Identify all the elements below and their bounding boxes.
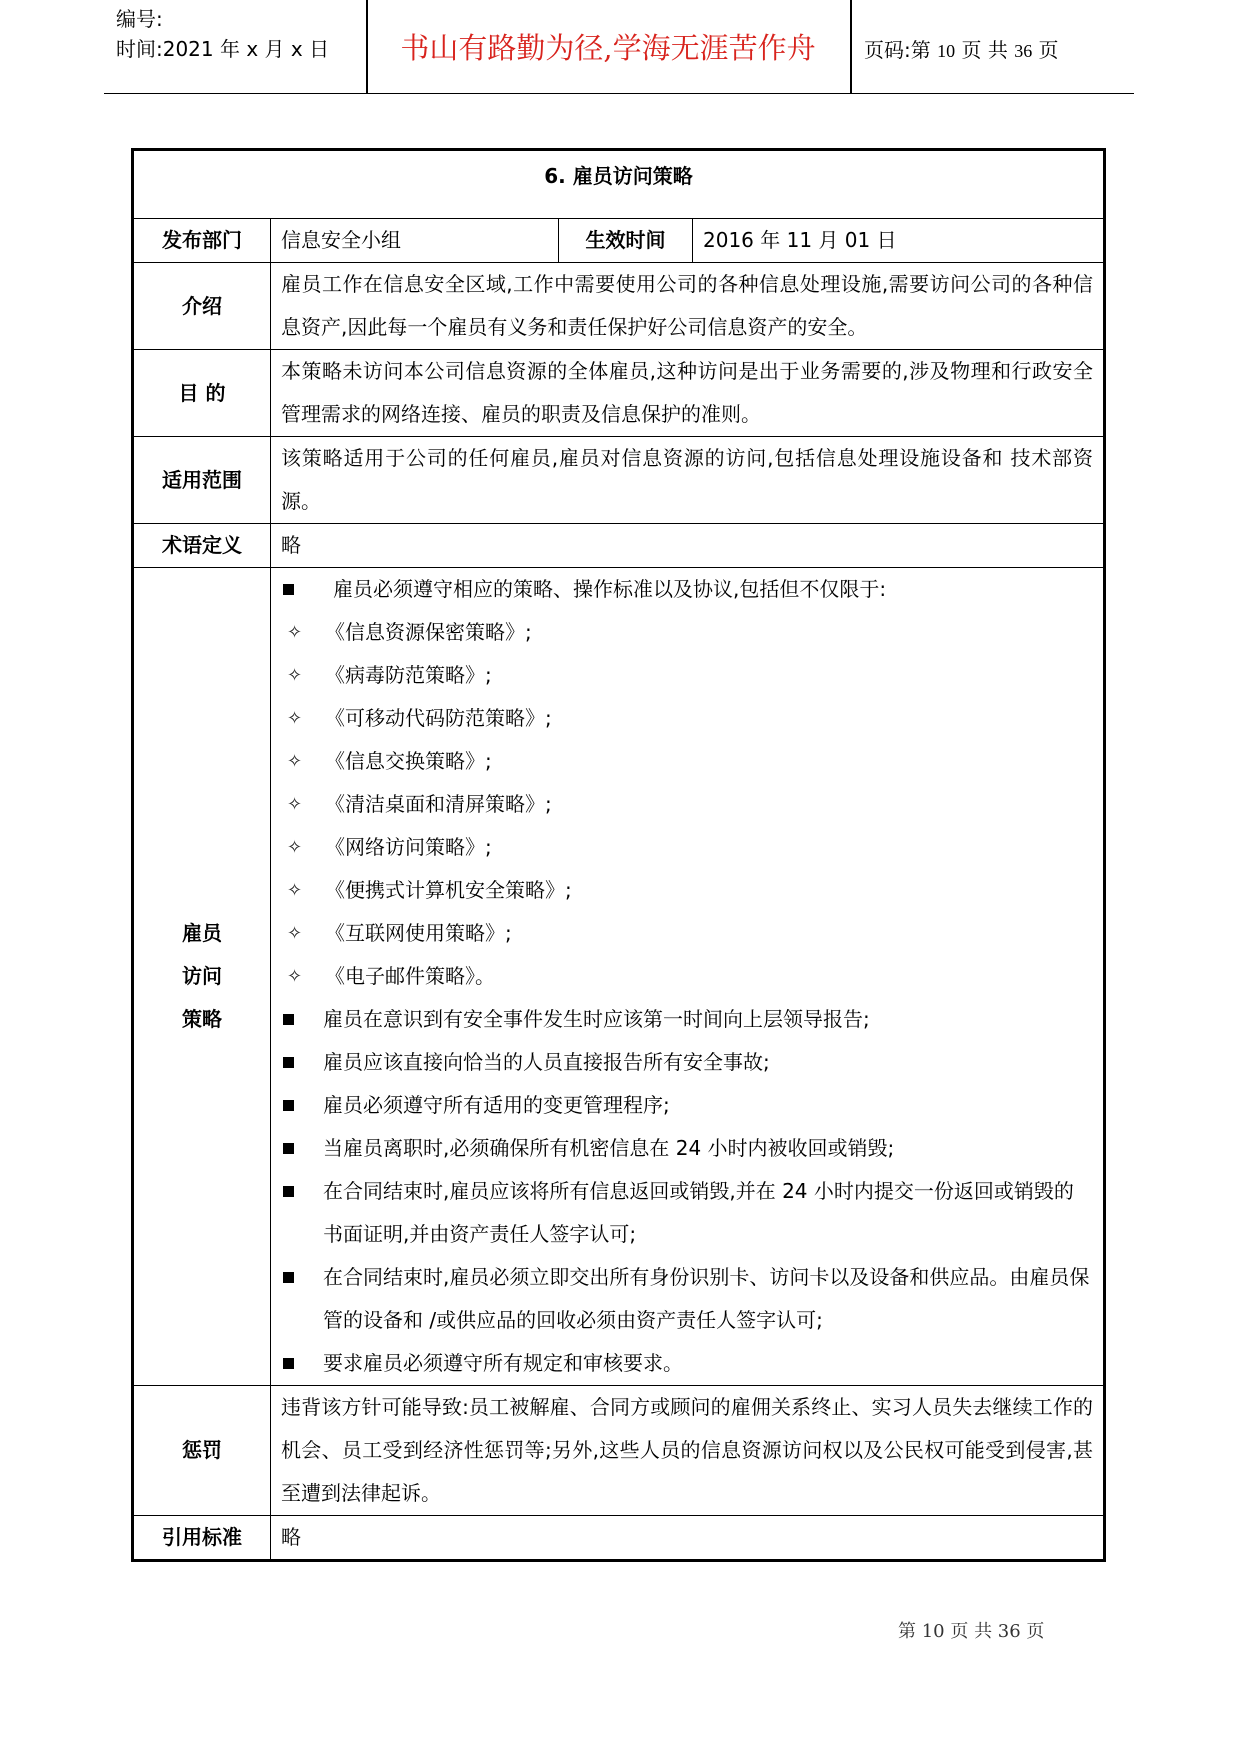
policy-doc: 《电子邮件策略》。 <box>325 964 495 988</box>
scope-label: 适用范围 <box>133 437 271 524</box>
scope-row <box>133 437 1105 524</box>
list-item <box>281 783 1093 826</box>
policy-label-line: 雇员 <box>182 921 222 945</box>
policy-label-line: 访问 <box>182 964 222 988</box>
four-pointed-star-icon: ✧ <box>287 794 303 815</box>
list-item <box>281 654 1093 697</box>
black-square-icon <box>283 1014 294 1025</box>
policy-item: 要求雇员必须遵守所有规定和审核要求。 <box>323 1351 683 1375</box>
black-square-icon <box>283 1100 294 1111</box>
intro-row <box>133 263 1105 350</box>
header-motto: 书山有路勤为径,学海无涯苦作舟 <box>400 31 816 65</box>
list-item <box>281 826 1093 869</box>
header-page-info <box>864 34 1059 63</box>
policy-item: 在合同结束时,雇员应该将所有信息返回或销毁,并在 24 小时内提交一份返回或销毁的书面证明,并由资产责任人签字认可; <box>323 1179 1074 1246</box>
terms-label: 术语定义 <box>133 524 271 568</box>
list-item <box>281 869 1093 912</box>
list-item <box>281 955 1093 998</box>
four-pointed-star-icon: ✧ <box>287 751 303 772</box>
page-total: 36 <box>1014 41 1033 61</box>
purpose-text: 本策略未访问本公司信息资源的全体雇员,这种访问是出于业务需要的,涉及物理和行政安全管理需求的网络连接、雇员的职责及信息保护的准则。 <box>271 350 1105 437</box>
date-label: 生效时间 <box>559 219 693 263</box>
black-square-icon <box>283 1358 294 1369</box>
penalty-text: 违背该方针可能导致:员工被解雇、合同方或顾问的雇佣关系终止、实习人员失去继续工作的机会、员工受到经济性惩罚等;另外,这些人员的信息资源访问权以及公民权可能受到侵害,甚至遭到法律起诉。 <box>271 1386 1105 1516</box>
doc-title: 6. 雇员访问策略 <box>133 150 1105 219</box>
title-row <box>133 150 1105 219</box>
list-item <box>281 697 1093 740</box>
policy-doc: 《信息交换策略》; <box>325 749 492 773</box>
purpose-row <box>133 350 1105 437</box>
scope-text: 该策略适用于公司的任何雇员,雇员对信息资源的访问,包括信息处理设施设备和 技术部资源。 <box>271 437 1105 524</box>
policy-label <box>133 568 271 1386</box>
four-pointed-star-icon: ✧ <box>287 708 303 729</box>
list-item <box>281 740 1093 783</box>
policy-doc: 《清洁桌面和清屏策略》; <box>325 792 552 816</box>
ref-text: 略 <box>271 1516 1105 1561</box>
list-item <box>281 912 1093 955</box>
policy-item: 当雇员离职时,必须确保所有机密信息在 24 小时内被收回或销毁; <box>323 1136 895 1160</box>
list-item <box>281 998 1093 1041</box>
policy-doc: 《病毒防范策略》; <box>325 663 492 687</box>
page-mid: 页 共 <box>961 38 1008 62</box>
black-square-icon <box>283 584 294 595</box>
policy-item: 雇员必须遵守所有适用的变更管理程序; <box>323 1093 670 1117</box>
black-square-icon <box>283 1186 294 1197</box>
time-label: 时间:2021 年 x 月 x 日 <box>116 37 330 61</box>
dept-value: 信息安全小组 <box>271 219 559 263</box>
page-prefix: 页码:第 <box>864 38 931 62</box>
list-item <box>281 1170 1093 1256</box>
ref-label: 引用标准 <box>133 1516 271 1561</box>
list-item <box>281 1342 1093 1385</box>
list-item <box>281 611 1093 654</box>
penalty-label: 惩罚 <box>133 1386 271 1516</box>
black-square-icon <box>283 1272 294 1283</box>
header-divider <box>850 0 852 93</box>
page-number: 10 <box>937 41 956 61</box>
policy-doc-list <box>281 611 1093 998</box>
policy-doc: 《网络访问策略》; <box>325 835 492 859</box>
black-square-icon <box>283 1143 294 1154</box>
policy-table <box>131 148 1106 1562</box>
policy-doc: 《可移动代码防范策略》; <box>325 706 552 730</box>
header-divider <box>366 0 368 93</box>
intro-text: 雇员工作在信息安全区域,工作中需要使用公司的各种信息处理设施,需要访问公司的各种信息资产,因此每一个雇员有义务和责任保护好公司信息资产的安全。 <box>271 263 1105 350</box>
policy-item: 雇员在意识到有安全事件发生时应该第一时间向上层领导报告; <box>323 1007 870 1031</box>
page-header <box>104 0 1134 94</box>
list-item <box>281 1256 1093 1342</box>
policy-doc: 《互联网使用策略》; <box>325 921 512 945</box>
terms-row <box>133 524 1105 568</box>
page-footer: 第 10 页 共 36 页 <box>898 1621 1045 1642</box>
header-meta <box>116 4 329 64</box>
dept-label: 发布部门 <box>133 219 271 263</box>
four-pointed-star-icon: ✧ <box>287 622 303 643</box>
four-pointed-star-icon: ✧ <box>287 966 303 987</box>
meta-row <box>133 219 1105 263</box>
policy-label-line: 策略 <box>182 1007 222 1031</box>
purpose-label: 目 的 <box>133 350 271 437</box>
policy-doc: 《信息资源保密策略》; <box>325 620 532 644</box>
date-value: 2016 年 11 月 01 日 <box>693 219 1105 263</box>
policy-item: 在合同结束时,雇员必须立即交出所有身份识别卡、访问卡以及设备和供应品。由雇员保管的设备和 /或供应品的回收必须由资产责任人签字认可; <box>323 1265 1090 1332</box>
penalty-row <box>133 1386 1105 1516</box>
policy-list <box>281 568 1093 1385</box>
terms-text: 略 <box>271 524 1105 568</box>
page-suffix: 页 <box>1038 38 1059 62</box>
list-item <box>281 568 1093 998</box>
number-label: 编号: <box>116 7 163 31</box>
four-pointed-star-icon: ✧ <box>287 923 303 944</box>
black-square-icon <box>283 1057 294 1068</box>
ref-row <box>133 1516 1105 1561</box>
list-item <box>281 1127 1093 1170</box>
policy-content <box>271 568 1105 1386</box>
policy-item: 雇员应该直接向恰当的人员直接报告所有安全事故; <box>323 1050 770 1074</box>
intro-label: 介绍 <box>133 263 271 350</box>
four-pointed-star-icon: ✧ <box>287 837 303 858</box>
list-item <box>281 1084 1093 1127</box>
four-pointed-star-icon: ✧ <box>287 880 303 901</box>
four-pointed-star-icon: ✧ <box>287 665 303 686</box>
list-item <box>281 1041 1093 1084</box>
policy-row <box>133 568 1105 1386</box>
policy-doc: 《便携式计算机安全策略》; <box>325 878 572 902</box>
policy-intro: 雇员必须遵守相应的策略、操作标准以及协议,包括但不仅限于: <box>333 577 887 601</box>
